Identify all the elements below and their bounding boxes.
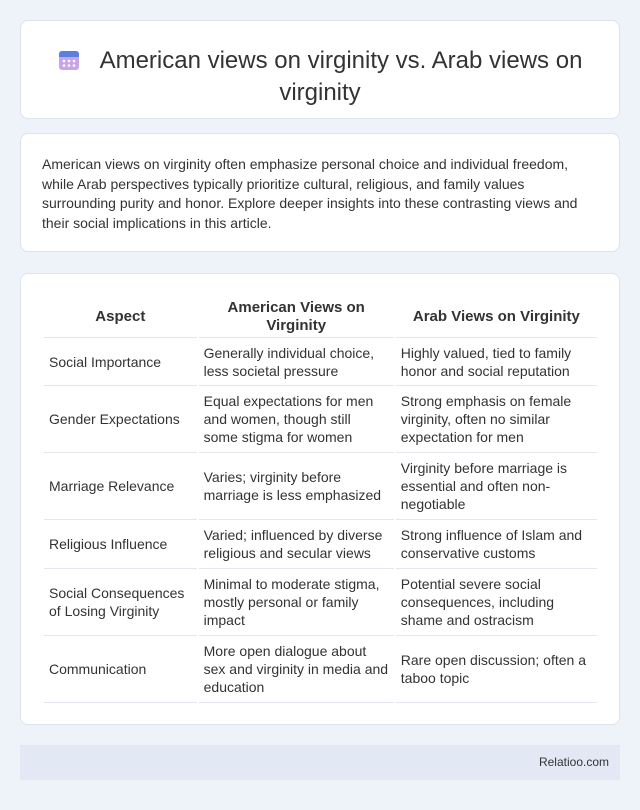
cell-american: Varies; virginity before marriage is less emphasized [199, 453, 394, 520]
cell-aspect: Marriage Relevance [44, 453, 197, 520]
header-american: American Views on Virginity [199, 296, 394, 338]
cell-arab: Strong emphasis on female virginity, often no similar expectation for men [396, 386, 597, 453]
intro-card [20, 133, 620, 252]
table-row [44, 636, 597, 703]
table-row [44, 386, 597, 453]
cell-american: Generally individual choice, less societal pressure [199, 338, 394, 386]
title-card [20, 20, 620, 119]
page-title-wrap [21, 45, 619, 109]
table-row [44, 338, 597, 386]
table-row [44, 453, 597, 520]
table-row [44, 569, 597, 636]
header-aspect: Aspect [44, 296, 197, 338]
footer-bar [20, 745, 620, 780]
cell-american: Varied; influenced by diverse religious and secular views [199, 520, 394, 569]
cell-american: Minimal to moderate stigma, mostly personal or family impact [199, 569, 394, 636]
footer-brand-link[interactable]: Relatioo.com [538, 755, 609, 769]
comparison-table [42, 296, 599, 703]
table-header-row [44, 296, 597, 338]
intro-paragraph: American views on virginity often emphasize personal choice and individual freedom, while Arab perspectives typically prioritize cultural, religious, and family values surrounding purity and honor. Explore deeper insights into these contrasting views and their social implications in this article. [42, 156, 578, 231]
cell-aspect: Communication [44, 636, 197, 703]
table-row [44, 520, 597, 569]
calendar-icon [58, 49, 80, 71]
cell-arab: Highly valued, tied to family honor and social reputation [396, 338, 597, 386]
table-card [20, 273, 620, 725]
cell-aspect: Gender Expectations [44, 386, 197, 453]
cell-arab: Virginity before marriage is essential and often non-negotiable [396, 453, 597, 520]
cell-aspect: Social Consequences of Losing Virginity [44, 569, 197, 636]
cell-aspect: Religious Influence [44, 520, 197, 569]
cell-arab: Rare open discussion; often a taboo topic [396, 636, 597, 703]
page-title: American views on virginity vs. Arab views on virginity [99, 47, 583, 106]
cell-arab: Potential severe social consequences, including shame and ostracism [396, 569, 597, 636]
header-arab: Arab Views on Virginity [396, 296, 597, 338]
cell-american: Equal expectations for men and women, though still some stigma for women [199, 386, 394, 453]
cell-american: More open dialogue about sex and virginity in media and education [199, 636, 394, 703]
cell-arab: Strong influence of Islam and conservative customs [396, 520, 597, 569]
cell-aspect: Social Importance [44, 338, 197, 386]
